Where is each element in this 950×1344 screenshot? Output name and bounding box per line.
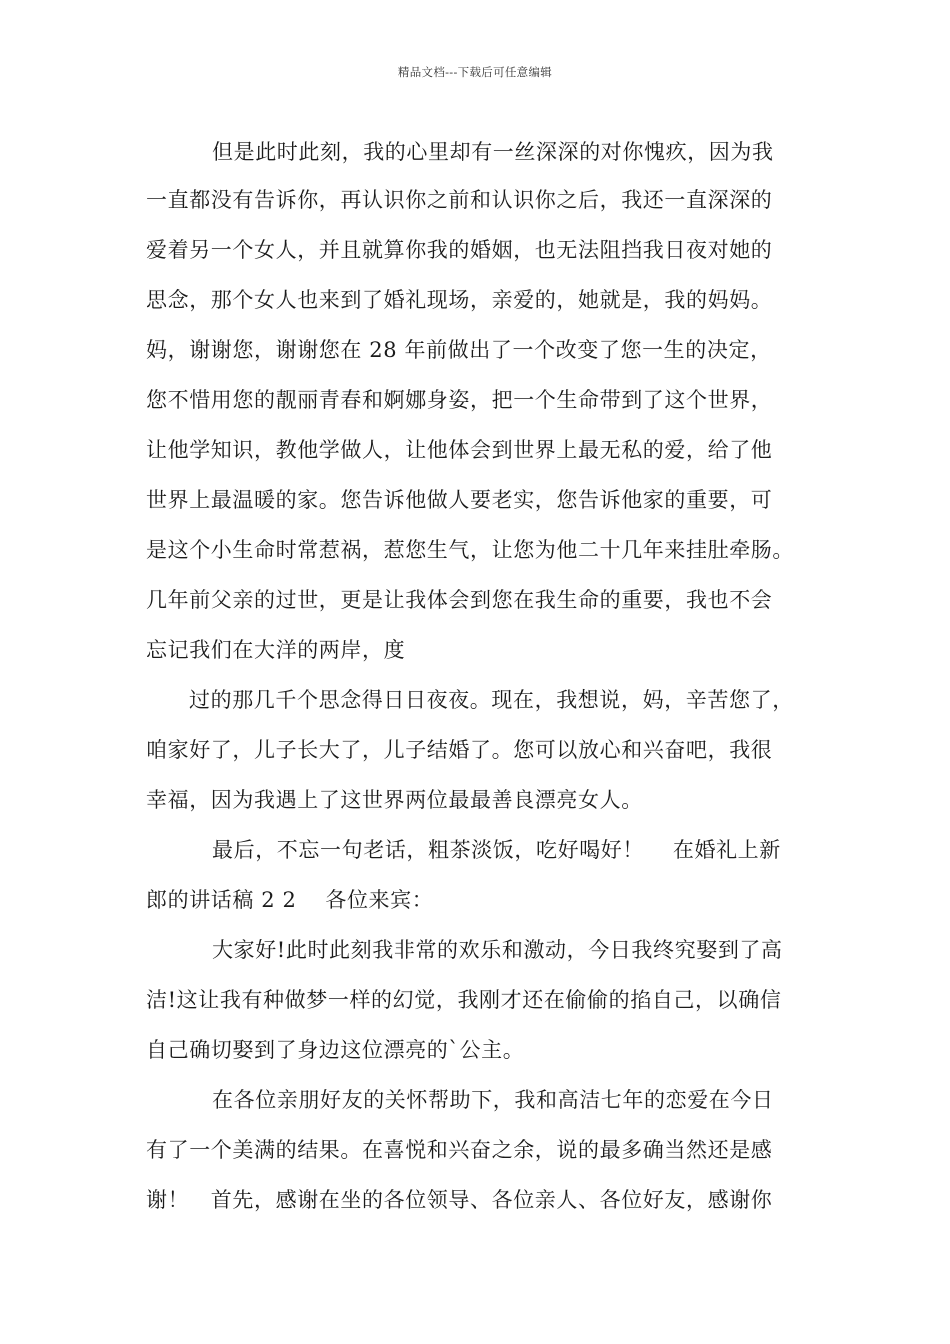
text-line: 妈，谢谢您，谢谢您在 28 年前做出了一个改变了您一生的决定， xyxy=(146,338,772,362)
text-line: 有了一个美满的结果。在喜悦和兴奋之余，说的最多确当然还是感 xyxy=(146,1138,773,1162)
text-line: 让他学知识，教他学做人，让他体会到世界上最无私的爱，给了他 xyxy=(146,438,773,462)
text-line: 但是此时此刻，我的心里却有一丝深深的对你愧疚，因为我 xyxy=(212,140,774,164)
text-line: 世界上最温暖的家。您告诉他做人要老实，您告诉他家的重要，可 xyxy=(146,488,773,512)
text-line: 是这个小生命时常惹祸，惹您生气，让您为他二十几年来挂肚牵肠。 xyxy=(146,538,794,562)
text-line: 在各位亲朋好友的关怀帮助下，我和高洁七年的恋爱在今日 xyxy=(212,1088,774,1112)
text-line: 自己确切娶到了身边这位漂亮的`公主。 xyxy=(146,1038,525,1062)
text-line: 思念，那个女人也来到了婚礼现场，亲爱的，她就是，我的妈妈。 xyxy=(146,288,773,312)
text-line: 几年前父亲的过世，更是让我体会到您在我生命的重要，我也不会 xyxy=(146,588,773,612)
text-line: 谢！ 首先，感谢在坐的各位领导、各位亲人、各位好友，感谢你 xyxy=(146,1188,773,1212)
text-line: 一直都没有告诉你，再认识你之前和认识你之后，我还一直深深的 xyxy=(146,188,773,212)
text-line: 忘记我们在大洋的两岸，度 xyxy=(146,638,406,662)
text-line: 爱着另一个女人，并且就算你我的婚姻，也无法阻挡我日夜对她的 xyxy=(146,238,773,262)
text-line: 幸福，因为我遇上了这世界两位最最善良漂亮女人。 xyxy=(146,788,643,812)
text-line: 您不惜用您的靓丽青春和婀娜身姿，把一个生命带到了这个世界， xyxy=(146,388,773,412)
page-header: 精品文档---下载后可任意编辑 xyxy=(397,65,553,79)
text-line: 咱家好了，儿子长大了，儿子结婚了。您可以放心和兴奋吧，我很 xyxy=(146,738,773,762)
text-line: 洁!这让我有种做梦一样的幻觉，我刚才还在偷偷的掐自己，以确信 xyxy=(146,988,782,1012)
text-line: 大家好!此时此刻我非常的欢乐和激动，今日我终究娶到了高 xyxy=(212,938,783,962)
text-line: 郎的讲话稿 2 2 各位来宾： xyxy=(146,888,434,912)
text-line: 过的那几千个思念得日日夜夜。现在，我想说，妈，辛苦您了， xyxy=(189,688,794,712)
text-line: 最后，不忘一句老话，粗茶淡饭，吃好喝好！ 在婚礼上新 xyxy=(212,838,781,862)
